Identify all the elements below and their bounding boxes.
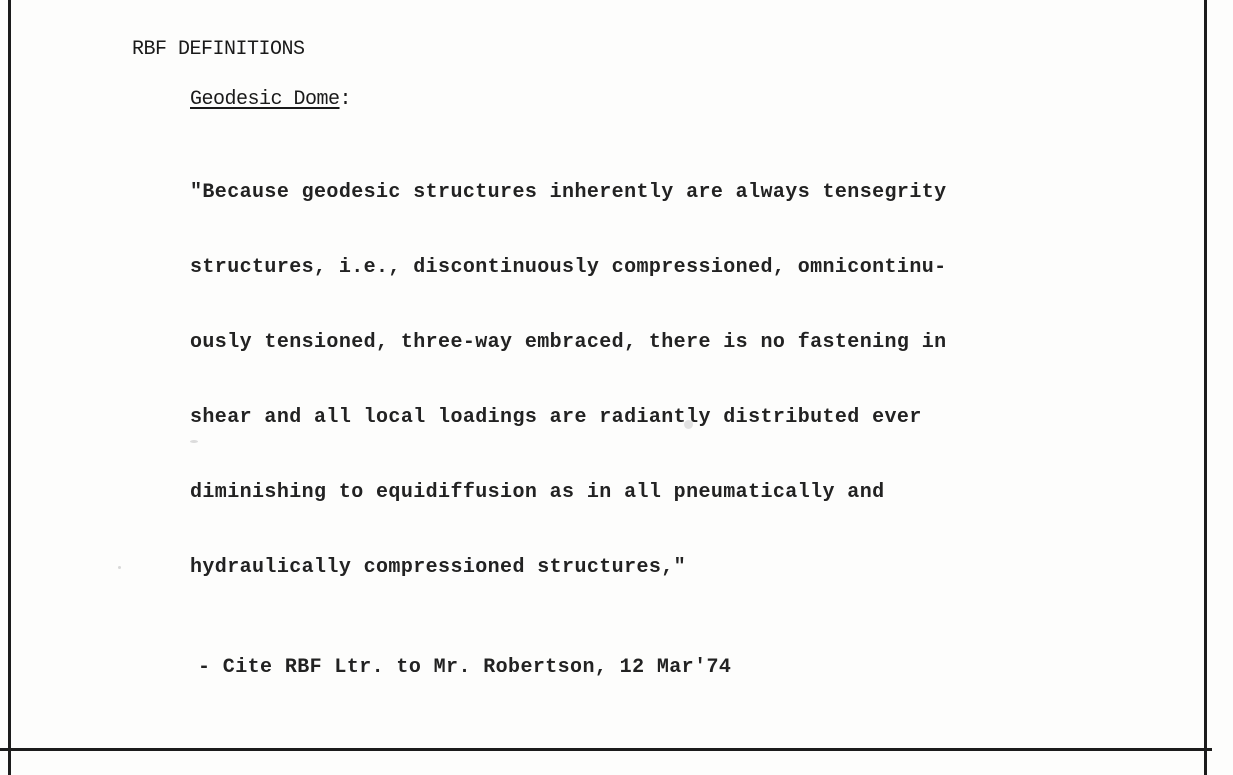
quote-line: "Because geodesic structures inherently are always tensegrity — [190, 181, 947, 204]
card-border-bottom — [0, 748, 1212, 751]
card-border-right — [1204, 0, 1207, 775]
citation: - Cite RBF Ltr. to Mr. Robertson, 12 Mar'74 — [198, 656, 732, 679]
definition-quote — [190, 130, 947, 630]
document-header: RBF DEFINITIONS — [132, 38, 305, 61]
card-border-left — [8, 0, 11, 775]
paper-speck — [118, 566, 121, 569]
quote-line: shear and all local loadings are radiantly distributed ever — [190, 406, 922, 429]
quote-line: structures, i.e., discontinuously compressioned, omnicontinu- — [190, 256, 947, 279]
quote-line: hydraulically compressioned structures," — [190, 556, 687, 579]
term-heading — [190, 88, 351, 111]
term-title: Geodesic Dome — [190, 88, 340, 111]
quote-line: ously tensioned, three-way embraced, there is no fastening in — [190, 331, 947, 354]
quote-line: diminishing to equidiffusion as in all pneumatically and — [190, 481, 885, 504]
term-colon: : — [339, 88, 352, 111]
